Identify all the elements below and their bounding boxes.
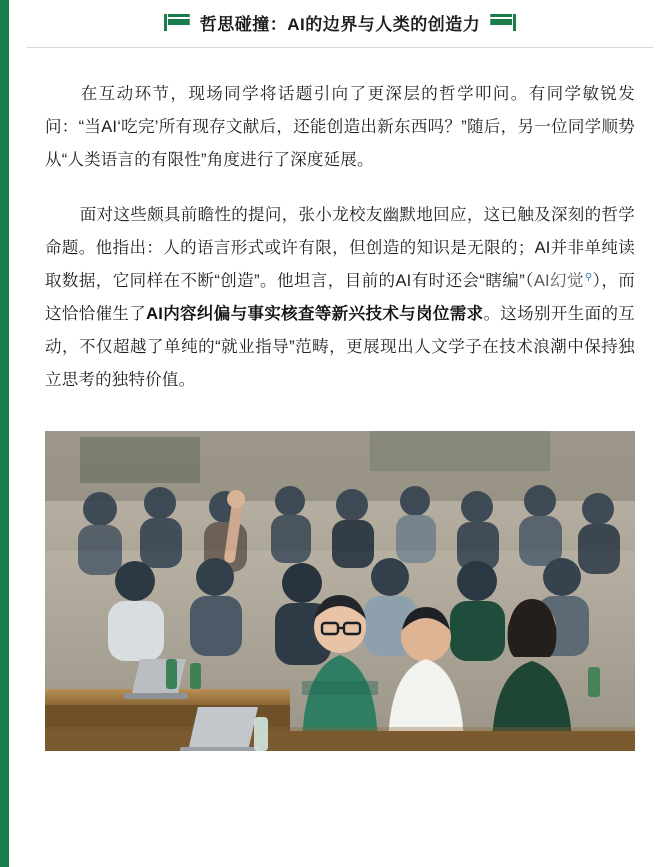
paragraph-2-part-3: 。这场别开生面的互动，不仅超越了单纯的“就业指导”范畴，更展现出人文学子在技术浪潮中保持独立思考的独特价值。 xyxy=(45,305,635,389)
paragraph-2 xyxy=(45,199,635,397)
flag-icon-right xyxy=(490,14,516,31)
paragraph-2-highlight: AI内容纠偏与事实核查等新兴技术与岗位需求 xyxy=(146,305,484,323)
paragraph-2-part-2: ），而这恰恰催生了 xyxy=(45,272,635,323)
paragraph-2-part-1: 面对这些颇具前瞻性的提问，张小龙校友幽默地回应，这已触及深刻的哲学命题。他指出：人的语言形式或许有限，但创造的知识是无限的；AI并非单纯读取数据，它同样在不断“创造”。他坦言，目前的AI有时还会“瞎编”（ xyxy=(45,206,635,290)
article-page xyxy=(9,0,671,867)
photo-illustration xyxy=(45,431,635,751)
paragraph-1-text: 在互动环节，现场同学将话题引向了更深层的哲学叩问。有同学敏锐发问：“当AI‘吃完’所有现存文献后，还能创造出新东西吗？”随后，另一位同学顺势从“人类语言的有限性”角度进行了深度延展。 xyxy=(45,85,635,169)
left-accent-bar xyxy=(0,0,9,867)
lecture-audience-photo xyxy=(45,431,635,751)
magnifier-icon[interactable]: ⚲ xyxy=(584,271,593,283)
page-title: 哲思碰撞：AI的边界与人类的创造力 xyxy=(199,15,481,34)
article-body xyxy=(9,48,671,397)
article-header xyxy=(9,0,671,47)
flag-icon-left xyxy=(164,14,190,31)
ai-hallucination-term[interactable]: AI幻觉 xyxy=(533,272,584,290)
paragraph-1 xyxy=(45,78,635,177)
